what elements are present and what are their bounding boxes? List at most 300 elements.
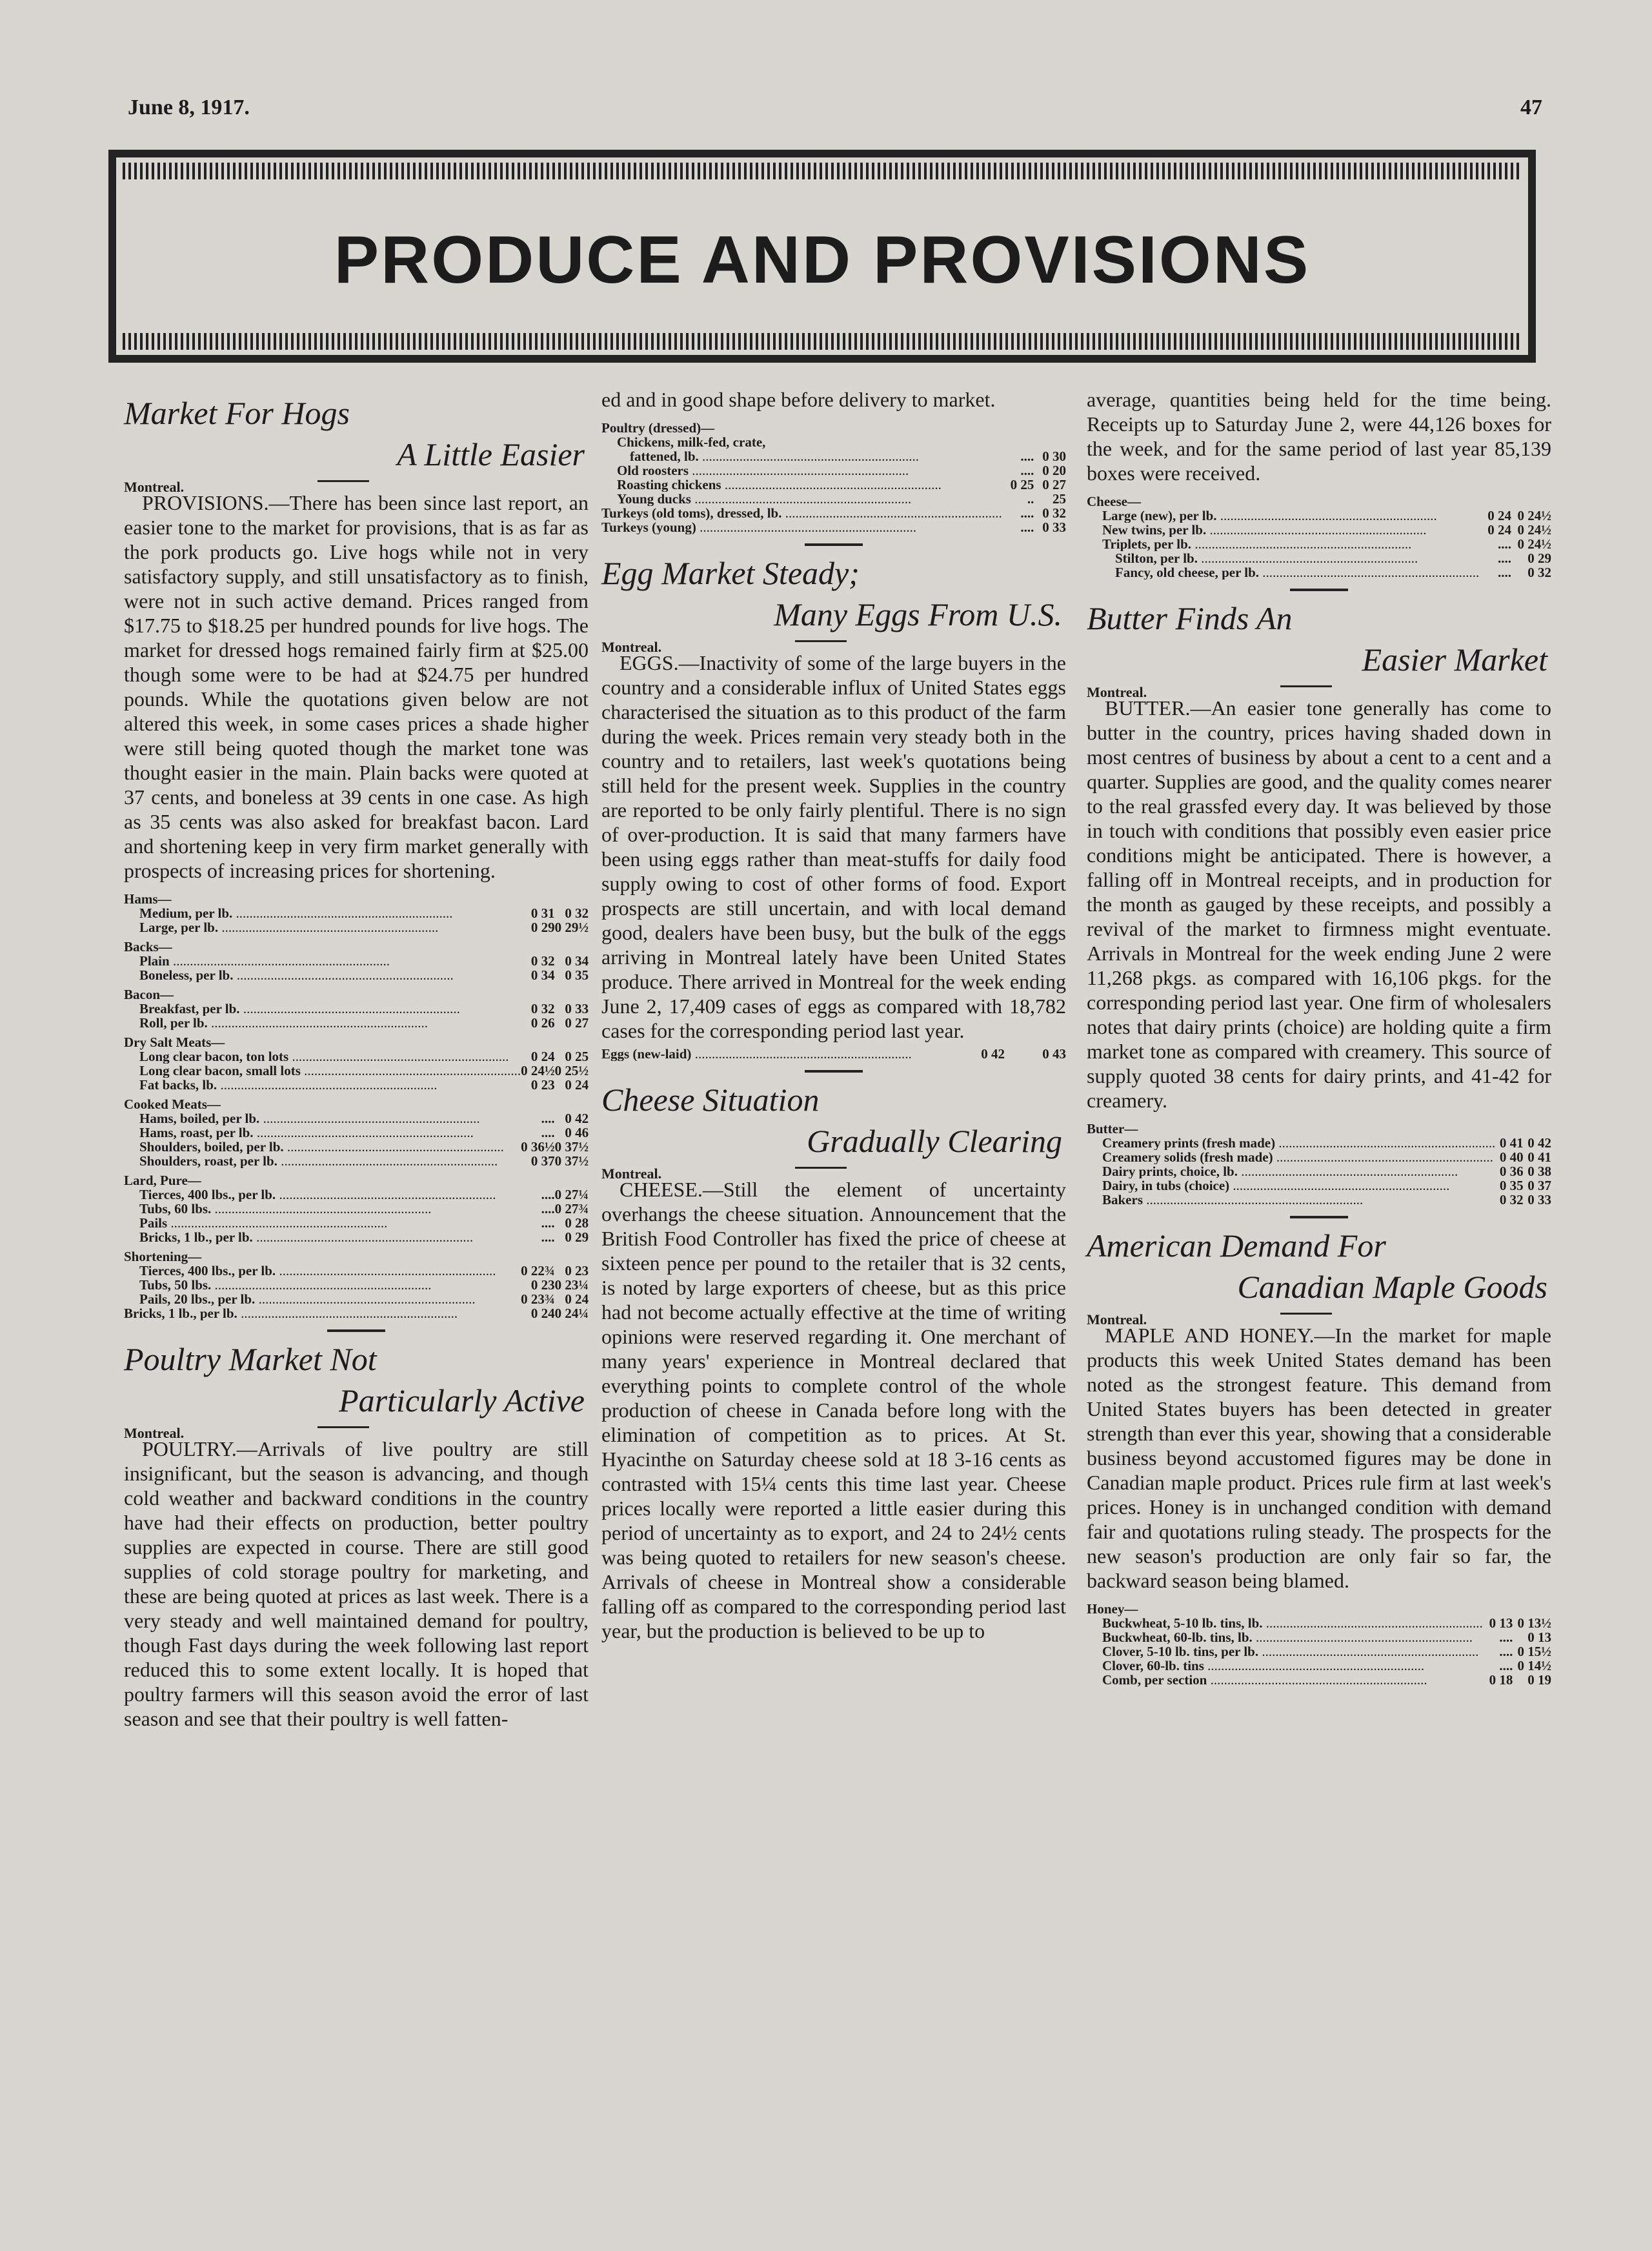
table-row-label: fattened, lb. bbox=[630, 449, 699, 463]
price-low: .... bbox=[1020, 449, 1034, 464]
table-cell-label bbox=[1087, 509, 1479, 523]
table-row-label: Buckwheat, 60-lb. tins, lb. bbox=[1102, 1630, 1253, 1644]
maple-body: MAPLE AND HONEY.—In the market for maple products this week United States demand has been noted as the strongest feature. This demand from United States buyers has been detected in greater strength than ever this year, showing that a considerable business beyond accustomed figures may be done in Canadian maple product. Prices rule firm at last week's prices. Honey is in unchanged condition with demand fair and quotations ruling steady. The prospects for the new season's production are only fair so far, the backward season being blamed. bbox=[1087, 1324, 1551, 1592]
leader-dots bbox=[699, 449, 919, 463]
column-2 bbox=[601, 387, 1066, 1643]
price-high: 0 13½ bbox=[1517, 1615, 1551, 1631]
price-low: 0 41 bbox=[1499, 1135, 1524, 1151]
table-row bbox=[1087, 1164, 1551, 1178]
table-row bbox=[124, 1064, 589, 1078]
price-high: 0 23¼ bbox=[554, 1277, 589, 1293]
table-cell-label bbox=[124, 1049, 521, 1064]
table-row-label: Long clear bacon, ton lots bbox=[139, 1049, 289, 1064]
masthead bbox=[108, 150, 1536, 363]
butter-headline-line1: Butter Finds An bbox=[1087, 600, 1293, 636]
price-high: 0 24¼ bbox=[554, 1306, 589, 1321]
leader-dots bbox=[218, 920, 438, 934]
table-cell-label bbox=[1087, 1164, 1495, 1178]
table-row bbox=[601, 463, 1066, 478]
table-row-label: Roasting chickens bbox=[617, 478, 721, 492]
price-low: .. bbox=[1027, 491, 1034, 507]
table-row-label: Tubs, 60 lbs. bbox=[139, 1202, 212, 1216]
price-low: 0 13 bbox=[1489, 1615, 1513, 1631]
poultry-headline bbox=[124, 1338, 589, 1421]
price-high: 0 25 bbox=[565, 1049, 589, 1064]
table-row bbox=[1087, 509, 1551, 523]
price-low: 0 23 bbox=[530, 1277, 555, 1293]
table-row-label: Roll, per lb. bbox=[139, 1016, 208, 1030]
hogs-body: PROVISIONS.—There has been since last report, an easier tone to the market for provisions, that is as far as the pork products go. Live hogs while not in very satisfactory supply, and still unsatisfactory as to finish, were not in such active demand. Prices ranged from $17.75 to $18.25 per hundred pounds for live hogs. The market for dressed hogs remained fairly firm at $25.00 though some were to be had at $24.75 per hundred pounds. While the quotations given below are not altered this week, in some cases prices a shade higher were still being quoted though the market tone was thought easier in the main. Plain backs were quoted at 37 cents, and boneless at 39 cents in one case. As high as 35 cents was also asked for breakfast bacon. Lard and shortening keep in very firm market generally with prospects of increasing prices for shortening. bbox=[124, 491, 589, 882]
table-row bbox=[124, 954, 589, 968]
price-high: 0 42 bbox=[565, 1111, 589, 1126]
table-row bbox=[124, 1202, 589, 1216]
leader-dots bbox=[301, 1064, 521, 1078]
table-row-label: Eggs (new-laid) bbox=[601, 1047, 692, 1061]
masthead-rule-bottom bbox=[123, 333, 1522, 350]
table-row bbox=[124, 1292, 589, 1306]
leader-dots bbox=[254, 1126, 474, 1140]
price-low: .... bbox=[1499, 1644, 1513, 1659]
leader-dots bbox=[211, 1202, 431, 1216]
price-low: 0 32 bbox=[530, 1001, 555, 1016]
cheese-dateline: Montreal. bbox=[601, 1162, 1066, 1178]
column-3 bbox=[1087, 387, 1551, 1691]
leader-dots bbox=[277, 1154, 498, 1168]
table-cell-label bbox=[124, 1111, 521, 1126]
provisions-price-table bbox=[124, 887, 589, 1320]
price-high: 0 27¼ bbox=[554, 1187, 589, 1202]
price-high: 0 15½ bbox=[1517, 1644, 1551, 1659]
price-low: 0 24 bbox=[1487, 522, 1512, 538]
table-row-label: Clover, 60-lb. tins bbox=[1102, 1659, 1204, 1673]
table-cell-label bbox=[1087, 1644, 1483, 1659]
price-high: 0 19 bbox=[1527, 1672, 1551, 1688]
table-row bbox=[601, 449, 1066, 463]
hogs-headline-line1: Market For Hogs bbox=[124, 395, 350, 431]
table-row bbox=[124, 1187, 589, 1202]
table-row-label: Turkeys (old toms), dressed, lb. bbox=[601, 506, 782, 520]
price-low: .... bbox=[541, 1187, 555, 1202]
table-row-label: Bricks, 1 lb., per lb. bbox=[139, 1230, 253, 1244]
leader-dots bbox=[232, 906, 452, 920]
price-low: 0 24½ bbox=[521, 1063, 555, 1078]
price-low: 0 26 bbox=[530, 1015, 555, 1031]
leader-dots bbox=[288, 1049, 509, 1064]
table-row bbox=[1087, 489, 1551, 509]
leader-dots bbox=[208, 1016, 428, 1030]
table-row-label: Pails bbox=[139, 1216, 168, 1230]
table-cell-label bbox=[124, 1292, 521, 1306]
table-cell-label bbox=[124, 1306, 521, 1320]
hogs-headline-line2: A Little Easier bbox=[397, 436, 585, 472]
table-row bbox=[601, 1047, 1066, 1061]
table-cell-label bbox=[124, 968, 521, 982]
table-cell-label bbox=[124, 1278, 521, 1292]
table-row bbox=[601, 435, 1066, 449]
table-row bbox=[1087, 1136, 1551, 1150]
price-low: 0 36 bbox=[1499, 1164, 1524, 1179]
table-row-label: Clover, 5-10 lb. tins, per lb. bbox=[1102, 1644, 1259, 1659]
table-row-label: Large, per lb. bbox=[139, 920, 219, 934]
price-low: .... bbox=[541, 1125, 555, 1140]
table-row-label: Breakfast, per lb. bbox=[139, 1002, 240, 1016]
leader-dots bbox=[689, 463, 909, 478]
table-row bbox=[124, 1016, 589, 1030]
leader-dots bbox=[276, 1264, 496, 1278]
price-high: 0 24½ bbox=[1517, 522, 1551, 538]
butter-headline-line2: Easier Market bbox=[1362, 641, 1547, 678]
price-high: 0 33 bbox=[565, 1001, 589, 1016]
price-low: .... bbox=[1498, 536, 1512, 552]
price-low: .... bbox=[1498, 565, 1512, 580]
price-low: 0 24 bbox=[530, 1049, 555, 1064]
section-divider bbox=[327, 1329, 385, 1332]
section-divider bbox=[805, 543, 863, 546]
price-low: 0 34 bbox=[530, 967, 555, 983]
table-group-label: Butter— bbox=[1087, 1121, 1138, 1136]
table-row bbox=[601, 416, 1066, 435]
price-high: 0 13 bbox=[1527, 1630, 1551, 1645]
table-row-label: Medium, per lb. bbox=[139, 906, 233, 920]
table-group-label: Bacon— bbox=[124, 987, 174, 1002]
table-row-label: Buckwheat, 5-10 lb. tins, lb. bbox=[1102, 1616, 1263, 1630]
table-cell-label bbox=[124, 1154, 521, 1168]
price-low: 0 24 bbox=[1487, 508, 1512, 523]
price-high: 0 35 bbox=[565, 967, 589, 983]
table-group-label: Shortening— bbox=[124, 1249, 202, 1264]
table-cell-label bbox=[601, 492, 1002, 506]
table-cell-label bbox=[1087, 1150, 1495, 1164]
price-low: 0 32 bbox=[1499, 1192, 1524, 1207]
butter-price-table bbox=[1087, 1116, 1551, 1207]
table-group-label: Backs— bbox=[124, 939, 172, 954]
table-group-label: Dry Salt Meats— bbox=[124, 1035, 225, 1050]
cheese-body-continued: average, quantities being held for the time being. Receipts up to Saturday June 2, were 44,126 boxes for the week, and for the same period of last year 85,139 boxes were received. bbox=[1087, 388, 1551, 485]
table-row bbox=[124, 1078, 589, 1092]
price-high: 0 33 bbox=[1042, 520, 1066, 535]
table-cell-label bbox=[124, 1078, 521, 1092]
table-row-label: New twins, per lb. bbox=[1102, 523, 1207, 537]
table-row-label: Shoulders, boiled, per lb. bbox=[139, 1140, 284, 1154]
price-high: 0 27¾ bbox=[554, 1201, 589, 1216]
butter-body: BUTTER.—An easier tone generally has come to butter in the country, prices having shaded down in most centres of business by about a cent to a cent and a quarter. Supplies are good, and the quality comes nearer to the real grassfed every day. It was believed by those in touch with conditions that possibly even easier price conditions might be anticipated. There is however, a falling off in Montreal receipts, and in production for the month as gauged by these receipts, and possibly a revival of the market to firmness might eventuate. Arrivals in Montreal for the week ending June 2 were 11,268 pkgs. as compared with 16,106 pkgs. for the corresponding period last year. One firm of wholesalers notes that dairy prints (choice) are holding quite a firm market tone as compared with creamery. This source of supply quoted 38 cents for dairy prints, and 41-42 for creamery. bbox=[1087, 696, 1551, 1112]
table-cell-label bbox=[124, 906, 521, 920]
hogs-headline bbox=[124, 392, 589, 475]
table-row bbox=[124, 1306, 589, 1320]
table-cell-label bbox=[1087, 523, 1479, 537]
price-high: 0 24 bbox=[565, 1077, 589, 1093]
price-low: .... bbox=[541, 1215, 555, 1231]
table-cell-label bbox=[124, 1216, 521, 1230]
price-high: 0 43 bbox=[1042, 1046, 1066, 1062]
price-high: 0 27 bbox=[1042, 477, 1066, 492]
table-row bbox=[124, 982, 589, 1002]
leader-dots bbox=[211, 1278, 431, 1292]
leader-dots bbox=[691, 492, 911, 506]
table-cell-label bbox=[1087, 1136, 1495, 1150]
price-low: .... bbox=[1499, 1658, 1513, 1673]
leader-dots bbox=[1238, 1164, 1458, 1178]
table-row-label: Hams, boiled, per lb. bbox=[139, 1111, 260, 1126]
table-row-label: Dairy prints, choice, lb. bbox=[1102, 1164, 1238, 1178]
table-row-label: Tierces, 400 lbs., per lb. bbox=[139, 1264, 276, 1278]
leader-dots bbox=[284, 1140, 504, 1154]
table-row bbox=[601, 492, 1066, 506]
price-high: 0 32 bbox=[565, 905, 589, 921]
table-row-label: Large (new), per lb. bbox=[1102, 509, 1217, 523]
leader-dots bbox=[259, 1111, 479, 1126]
poultry-headline-line1: Poultry Market Not bbox=[124, 1341, 377, 1377]
table-row-label: Creamery solids (fresh made) bbox=[1102, 1150, 1273, 1164]
leader-dots bbox=[1206, 523, 1426, 537]
table-row-label: Bakers bbox=[1102, 1193, 1143, 1207]
table-row bbox=[124, 1092, 589, 1111]
price-high: 0 23 bbox=[565, 1263, 589, 1278]
poultry-dateline: Montreal. bbox=[124, 1421, 589, 1438]
table-row bbox=[1087, 1630, 1551, 1644]
leader-dots bbox=[696, 520, 916, 534]
leader-dots bbox=[170, 954, 390, 968]
cheese-price-table bbox=[1087, 489, 1551, 580]
maple-headline bbox=[1087, 1225, 1551, 1307]
price-high: 0 37½ bbox=[554, 1139, 589, 1155]
price-high: 0 30 bbox=[1042, 449, 1066, 464]
leader-dots bbox=[217, 1078, 437, 1092]
eggs-body: EGGS.—Inactivity of some of the large buyers in the country and a considerable influx of United States eggs characterised the situation as to this product of the farm during the week. Prices remain very steady both in the country and to retailers, last week's quotations being still held for the present week. Supplies in the country are reported to be only fairly plentiful. There is no sign of over-production. It is said that many farmers have been using eggs rather than meat-stuffs for daily food supply owing to cost of other forms of food. Export prospects are still uncertain, and with local demand good, dealers have been busy, but the bulk of the eggs arriving in Montreal lately have been United States produce. There arrived in Montreal for the week ending June 2, 17,409 cases of eggs as compared with 18,782 cases for the corresponding period last year. bbox=[601, 651, 1066, 1042]
table-cell-label bbox=[601, 1047, 943, 1061]
table-cell-label bbox=[124, 1264, 521, 1278]
table-row bbox=[124, 920, 589, 934]
leader-dots bbox=[781, 506, 1002, 520]
price-low: .... bbox=[1020, 520, 1034, 535]
table-cell-label bbox=[1087, 1616, 1483, 1630]
maple-headline-line1: American Demand For bbox=[1087, 1227, 1386, 1264]
price-high bbox=[1034, 435, 1066, 449]
table-row-label: Fancy, old cheese, per lb. bbox=[1115, 565, 1260, 580]
price-high: 0 29 bbox=[565, 1229, 589, 1245]
price-high: 0 28 bbox=[565, 1215, 589, 1231]
price-low: 0 31 bbox=[530, 905, 555, 921]
table-group-label: Honey— bbox=[1087, 1601, 1138, 1617]
section-divider bbox=[805, 1070, 863, 1073]
table-row bbox=[124, 968, 589, 982]
price-high: 0 24 bbox=[565, 1291, 589, 1307]
price-high: 0 37 bbox=[1527, 1178, 1551, 1193]
table-row-label: Hams, roast, per lb. bbox=[139, 1126, 254, 1140]
table-group-label: Cheese— bbox=[1087, 494, 1141, 509]
table-row-label: Stilton, per lb. bbox=[1115, 551, 1198, 565]
leader-dots bbox=[691, 1047, 911, 1061]
leader-dots bbox=[1191, 537, 1411, 551]
leader-dots bbox=[1198, 551, 1418, 565]
price-high: 0 32 bbox=[1527, 565, 1551, 580]
table-row bbox=[124, 1230, 589, 1244]
price-low: 0 36½ bbox=[521, 1139, 555, 1155]
table-cell-label bbox=[124, 1140, 521, 1154]
leader-dots bbox=[1263, 1616, 1483, 1630]
price-low: 0 24 bbox=[530, 1306, 555, 1321]
table-row bbox=[601, 520, 1066, 534]
price-low bbox=[1002, 435, 1034, 449]
leader-dots bbox=[253, 1230, 473, 1244]
price-low: 0 32 bbox=[530, 953, 555, 969]
price-low: 0 18 bbox=[1489, 1672, 1513, 1688]
hogs-dateline: Montreal. bbox=[124, 475, 589, 492]
price-low: 0 35 bbox=[1499, 1178, 1524, 1193]
table-row-label: Young ducks bbox=[617, 492, 691, 506]
table-row-label: Fat backs, lb. bbox=[139, 1078, 217, 1092]
table-row-label: Old roosters bbox=[617, 463, 689, 478]
section-divider bbox=[1290, 589, 1348, 591]
table-row bbox=[1087, 1193, 1551, 1207]
eggs-price-table bbox=[601, 1047, 1066, 1061]
table-cell-label bbox=[601, 478, 1002, 492]
cheese-body: CHEESE.—Still the element of uncertainty overhangs the cheese situation. Announcement that the British Food Controller has fixed the price of cheese at sixteen pence per pound to the retailer that is 32 cents, is noted by large exporters of cheese, but as this price had not become actually effective at the time of writing opinions were reserved regarding it. One merchant of many years' experience in Montreal declared that everything points to complete control of the whole production of cheese in Canada before long with the elimination of competition as to prices. At St. Hyacinthe on Saturday cheese sold at 18 3-16 cents as contrasted with 15¼ cents this time last year. Cheese prices locally were reported a little easier during this period of uncertainty as to export, and 24 to 24½ cents was being quoted to retailers for new season's cheese. Arrivals of cheese in Montreal show a considerable falling off as compared to the corresponding period last year, but the production is believed to be up to bbox=[601, 1178, 1066, 1642]
table-row-label: Dairy, in tubs (choice) bbox=[1102, 1178, 1230, 1193]
table-row-label: Tubs, 50 lbs. bbox=[139, 1278, 212, 1292]
price-low: .... bbox=[1020, 463, 1034, 478]
table-group-label: Hams— bbox=[124, 891, 172, 907]
table-cell-label bbox=[1087, 1673, 1483, 1687]
cheese-headline-line2: Gradually Clearing bbox=[807, 1123, 1062, 1159]
table-cell-label bbox=[124, 1002, 521, 1016]
table-row bbox=[1087, 1178, 1551, 1193]
table-row bbox=[124, 1264, 589, 1278]
maple-headline-line2: Canadian Maple Goods bbox=[1237, 1269, 1547, 1305]
price-high: 0 24½ bbox=[1517, 508, 1551, 523]
leader-dots bbox=[1143, 1193, 1363, 1207]
leader-dots bbox=[1217, 509, 1437, 523]
table-cell-label bbox=[1087, 1178, 1495, 1193]
table-row bbox=[1087, 523, 1551, 537]
price-low: .... bbox=[1020, 505, 1034, 521]
table-row bbox=[1087, 565, 1551, 580]
poultry-body: POULTRY.—Arrivals of live poultry are still insignificant, but the season is advancing, and though cold weather and backward conditions in the country have had their effects on production, better poultry supplies are expected in course. There are still good supplies of cold storage poultry for marketing, and these are being quoted at prices as last week. There is a very steady and well maintained demand for poultry, though Fast days during the week following last report reduced this to some extent locally. It is hoped that poultry farmers will this season avoid the error of last season and see that their poultry is well fatten- bbox=[124, 1437, 589, 1730]
table-row bbox=[1087, 1616, 1551, 1630]
table-cell-label bbox=[1087, 551, 1479, 565]
maple-dateline: Montreal. bbox=[1087, 1307, 1551, 1324]
price-high: 0 34 bbox=[565, 953, 589, 969]
table-row bbox=[124, 1126, 589, 1140]
table-row-label: Bricks, 1 lb., per lb. bbox=[124, 1306, 237, 1320]
table-cell-label bbox=[601, 520, 1002, 534]
leader-dots bbox=[1207, 1673, 1427, 1687]
table-row bbox=[1087, 1659, 1551, 1673]
table-cell-label bbox=[1087, 537, 1479, 551]
price-high: 0 37½ bbox=[554, 1153, 589, 1169]
table-row-label: Chickens, milk-fed, crate, bbox=[617, 435, 766, 449]
price-low: .... bbox=[541, 1111, 555, 1126]
price-low: 0 25 bbox=[1010, 477, 1034, 492]
table-row bbox=[124, 1140, 589, 1154]
page-number: 47 bbox=[1520, 96, 1542, 119]
running-head-date: June 8, 1917. bbox=[128, 96, 250, 119]
price-high: 0 41 bbox=[1527, 1149, 1551, 1165]
table-row-label: Tierces, 400 lbs., per lb. bbox=[139, 1187, 276, 1202]
table-row bbox=[124, 1154, 589, 1168]
price-high: 0 14½ bbox=[1517, 1658, 1551, 1673]
table-row bbox=[124, 1168, 589, 1187]
price-high: 25 bbox=[1053, 491, 1066, 507]
leader-dots bbox=[1273, 1150, 1493, 1164]
honey-price-table bbox=[1087, 1597, 1551, 1687]
table-row bbox=[1087, 1597, 1551, 1616]
table-cell-label bbox=[124, 1202, 521, 1216]
price-high: 0 24½ bbox=[1517, 536, 1551, 552]
table-cell-label bbox=[124, 954, 521, 968]
table-row-label: Shoulders, roast, per lb. bbox=[139, 1154, 277, 1168]
table-row-label: Plain bbox=[139, 954, 170, 968]
price-high: 0 29 bbox=[1527, 550, 1551, 566]
cheese-headline bbox=[601, 1079, 1066, 1162]
poultry-body-continued: ed and in good shape before delivery to market. bbox=[601, 388, 996, 411]
price-high: 0 32 bbox=[1042, 505, 1066, 521]
table-row-label: Long clear bacon, small lots bbox=[139, 1064, 301, 1078]
table-group-label: Lard, Pure— bbox=[124, 1173, 201, 1188]
table-row-label: Turkeys (young) bbox=[601, 520, 696, 534]
leader-dots bbox=[240, 1002, 460, 1016]
price-high: 0 25½ bbox=[554, 1063, 589, 1078]
price-high: 0 46 bbox=[565, 1125, 589, 1140]
table-cell-label bbox=[1087, 565, 1479, 580]
leader-dots bbox=[1259, 565, 1479, 580]
leader-dots bbox=[167, 1216, 387, 1230]
price-low: 0 42 bbox=[981, 1046, 1005, 1062]
table-row bbox=[124, 1244, 589, 1264]
price-high: 0 42 bbox=[1527, 1135, 1551, 1151]
masthead-rule-top bbox=[123, 163, 1522, 179]
table-cell-label bbox=[124, 1230, 521, 1244]
price-high: 0 20 bbox=[1042, 463, 1066, 478]
table-row bbox=[1087, 1150, 1551, 1164]
table-group-label: Cooked Meats— bbox=[124, 1096, 221, 1112]
price-low: 0 29 bbox=[530, 920, 555, 935]
table-cell-label bbox=[601, 435, 1002, 449]
table-row bbox=[124, 1002, 589, 1016]
table-row bbox=[124, 887, 589, 906]
price-high: 0 38 bbox=[1527, 1164, 1551, 1179]
table-row bbox=[1087, 537, 1551, 551]
butter-headline bbox=[1087, 598, 1551, 680]
leader-dots bbox=[1204, 1659, 1424, 1673]
price-low: .... bbox=[1499, 1630, 1513, 1645]
table-row bbox=[601, 478, 1066, 492]
table-cell-label bbox=[601, 463, 1002, 478]
table-cell-label bbox=[601, 449, 1002, 463]
table-group-label: Poultry (dressed)— bbox=[601, 420, 715, 436]
price-low: 0 22¾ bbox=[521, 1263, 555, 1278]
price-low: 0 37 bbox=[530, 1153, 555, 1169]
leader-dots bbox=[1275, 1136, 1495, 1150]
table-cell-label bbox=[124, 1064, 521, 1078]
leader-dots bbox=[233, 968, 453, 982]
table-row bbox=[124, 1030, 589, 1049]
price-low: 0 23 bbox=[530, 1077, 555, 1093]
price-low: .... bbox=[541, 1229, 555, 1245]
eggs-headline-line1: Egg Market Steady; bbox=[601, 555, 860, 591]
leader-dots bbox=[1253, 1630, 1473, 1644]
table-row bbox=[124, 1049, 589, 1064]
leader-dots bbox=[276, 1187, 496, 1202]
poultry-headline-line2: Particularly Active bbox=[339, 1382, 585, 1418]
table-row-label: Comb, per section bbox=[1102, 1673, 1207, 1687]
price-low: 0 40 bbox=[1499, 1149, 1524, 1165]
table-cell-label bbox=[124, 1016, 521, 1030]
price-low: .... bbox=[541, 1201, 555, 1216]
table-row-label: Boneless, per lb. bbox=[139, 968, 234, 982]
table-row bbox=[124, 1216, 589, 1230]
eggs-headline-line2: Many Eggs From U.S. bbox=[774, 596, 1062, 632]
